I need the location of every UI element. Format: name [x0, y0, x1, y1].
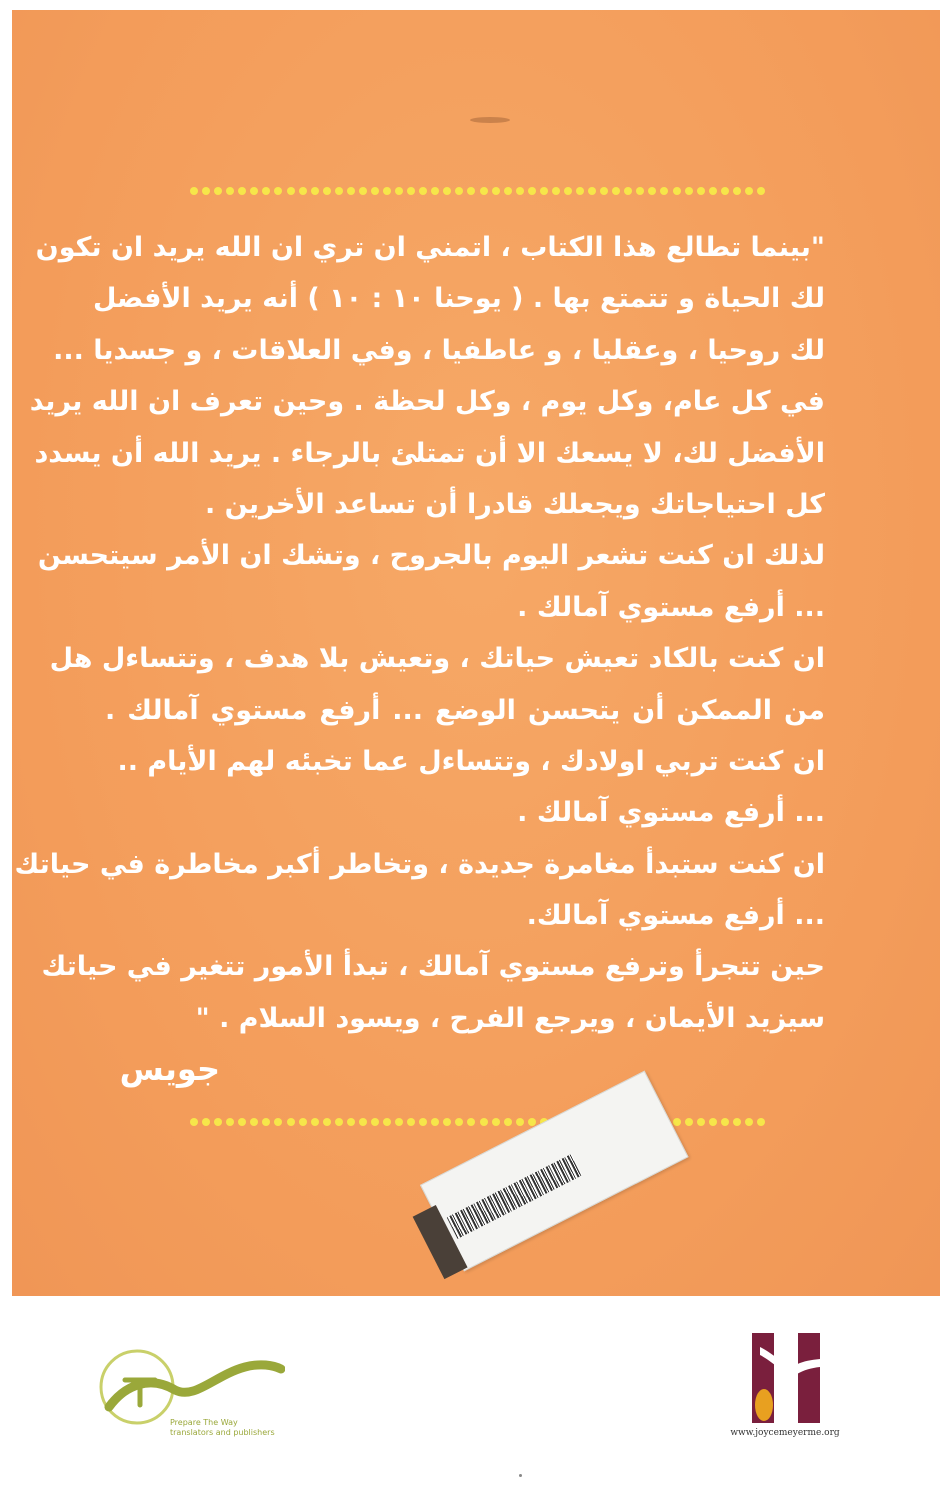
- quote-line: ان كنت بالكاد تعيش حياتك ، وتعيش بلا هدف ، وتتساءل هل: [49, 643, 825, 675]
- quote-line: كل احتياجاتك ويجعلك قادرا أن تساعد الأخرين .: [204, 488, 825, 520]
- joyce-meyer-logo-icon: [752, 1333, 820, 1423]
- bottom-dotted-divider: [190, 1117, 765, 1127]
- quote-text-block: [14, 222, 825, 1044]
- quote-line: لك الحياة و تتمتع بها . ( يوحنا ١٠ : ١٠ ) أنه يريد الأفضل: [93, 283, 825, 315]
- scan-dot: [519, 1474, 522, 1477]
- quote-line: لك روحيا ، وعقليا ، و عاطفيا ، وفي العلاقات ، و جسديا ...: [53, 334, 825, 366]
- quote-line: ... أرفع مستوي آمالك .: [517, 797, 825, 829]
- prepare-the-way-name: Prepare The Way: [170, 1418, 238, 1427]
- quote-author: جويس: [119, 1050, 220, 1088]
- quote-line: ... أرفع مستوي آمالك.: [526, 900, 825, 932]
- quote-line: حين تتجرأ وترفع مستوي آمالك ، تبدأ الأمور تتغير في حياتك: [41, 951, 825, 983]
- quote-line: في كل عام، وكل يوم ، وكل لحظة . وحين تعرف ان الله يريد: [29, 386, 825, 418]
- quote-line: من الممكن أن يتحسن الوضع ... أرفع مستوي آمالك .: [105, 694, 825, 726]
- quote-line: "بينما تطالع هذا الكتاب ، اتمني ان تري ان الله يريد ان تكون: [35, 232, 825, 263]
- joyce-meyer-website: www.joycemeyerme.org: [730, 1428, 840, 1438]
- quote-line: لذلك ان كنت تشعر اليوم بالجروح ، وتشك ان الأمر سيتحسن: [37, 540, 825, 572]
- top-dotted-divider: [190, 186, 765, 196]
- cover-scuff-mark: [470, 117, 510, 123]
- quote-line: الأفضل لك، لا يسعك الا أن تمتلئ بالرجاء . يريد الله أن يسدد: [34, 437, 825, 469]
- quote-line: ان كنت تربي اولادك ، وتتساءل عما تخبئه لهم الأيام ..: [117, 745, 825, 777]
- quote-line: ... أرفع مستوي آمالك .: [517, 591, 825, 623]
- quote-line: سيزيد الأيمان ، ويرجع الفرح ، ويسود السلام . ": [195, 1002, 825, 1034]
- prepare-the-way-subtitle: translators and publishers: [170, 1428, 275, 1437]
- quote-line: ان كنت ستبدأ مغامرة جديدة ، وتخاطر أكبر مخاطرة في حياتك: [14, 848, 825, 880]
- prepare-the-way-caption: [170, 1418, 275, 1438]
